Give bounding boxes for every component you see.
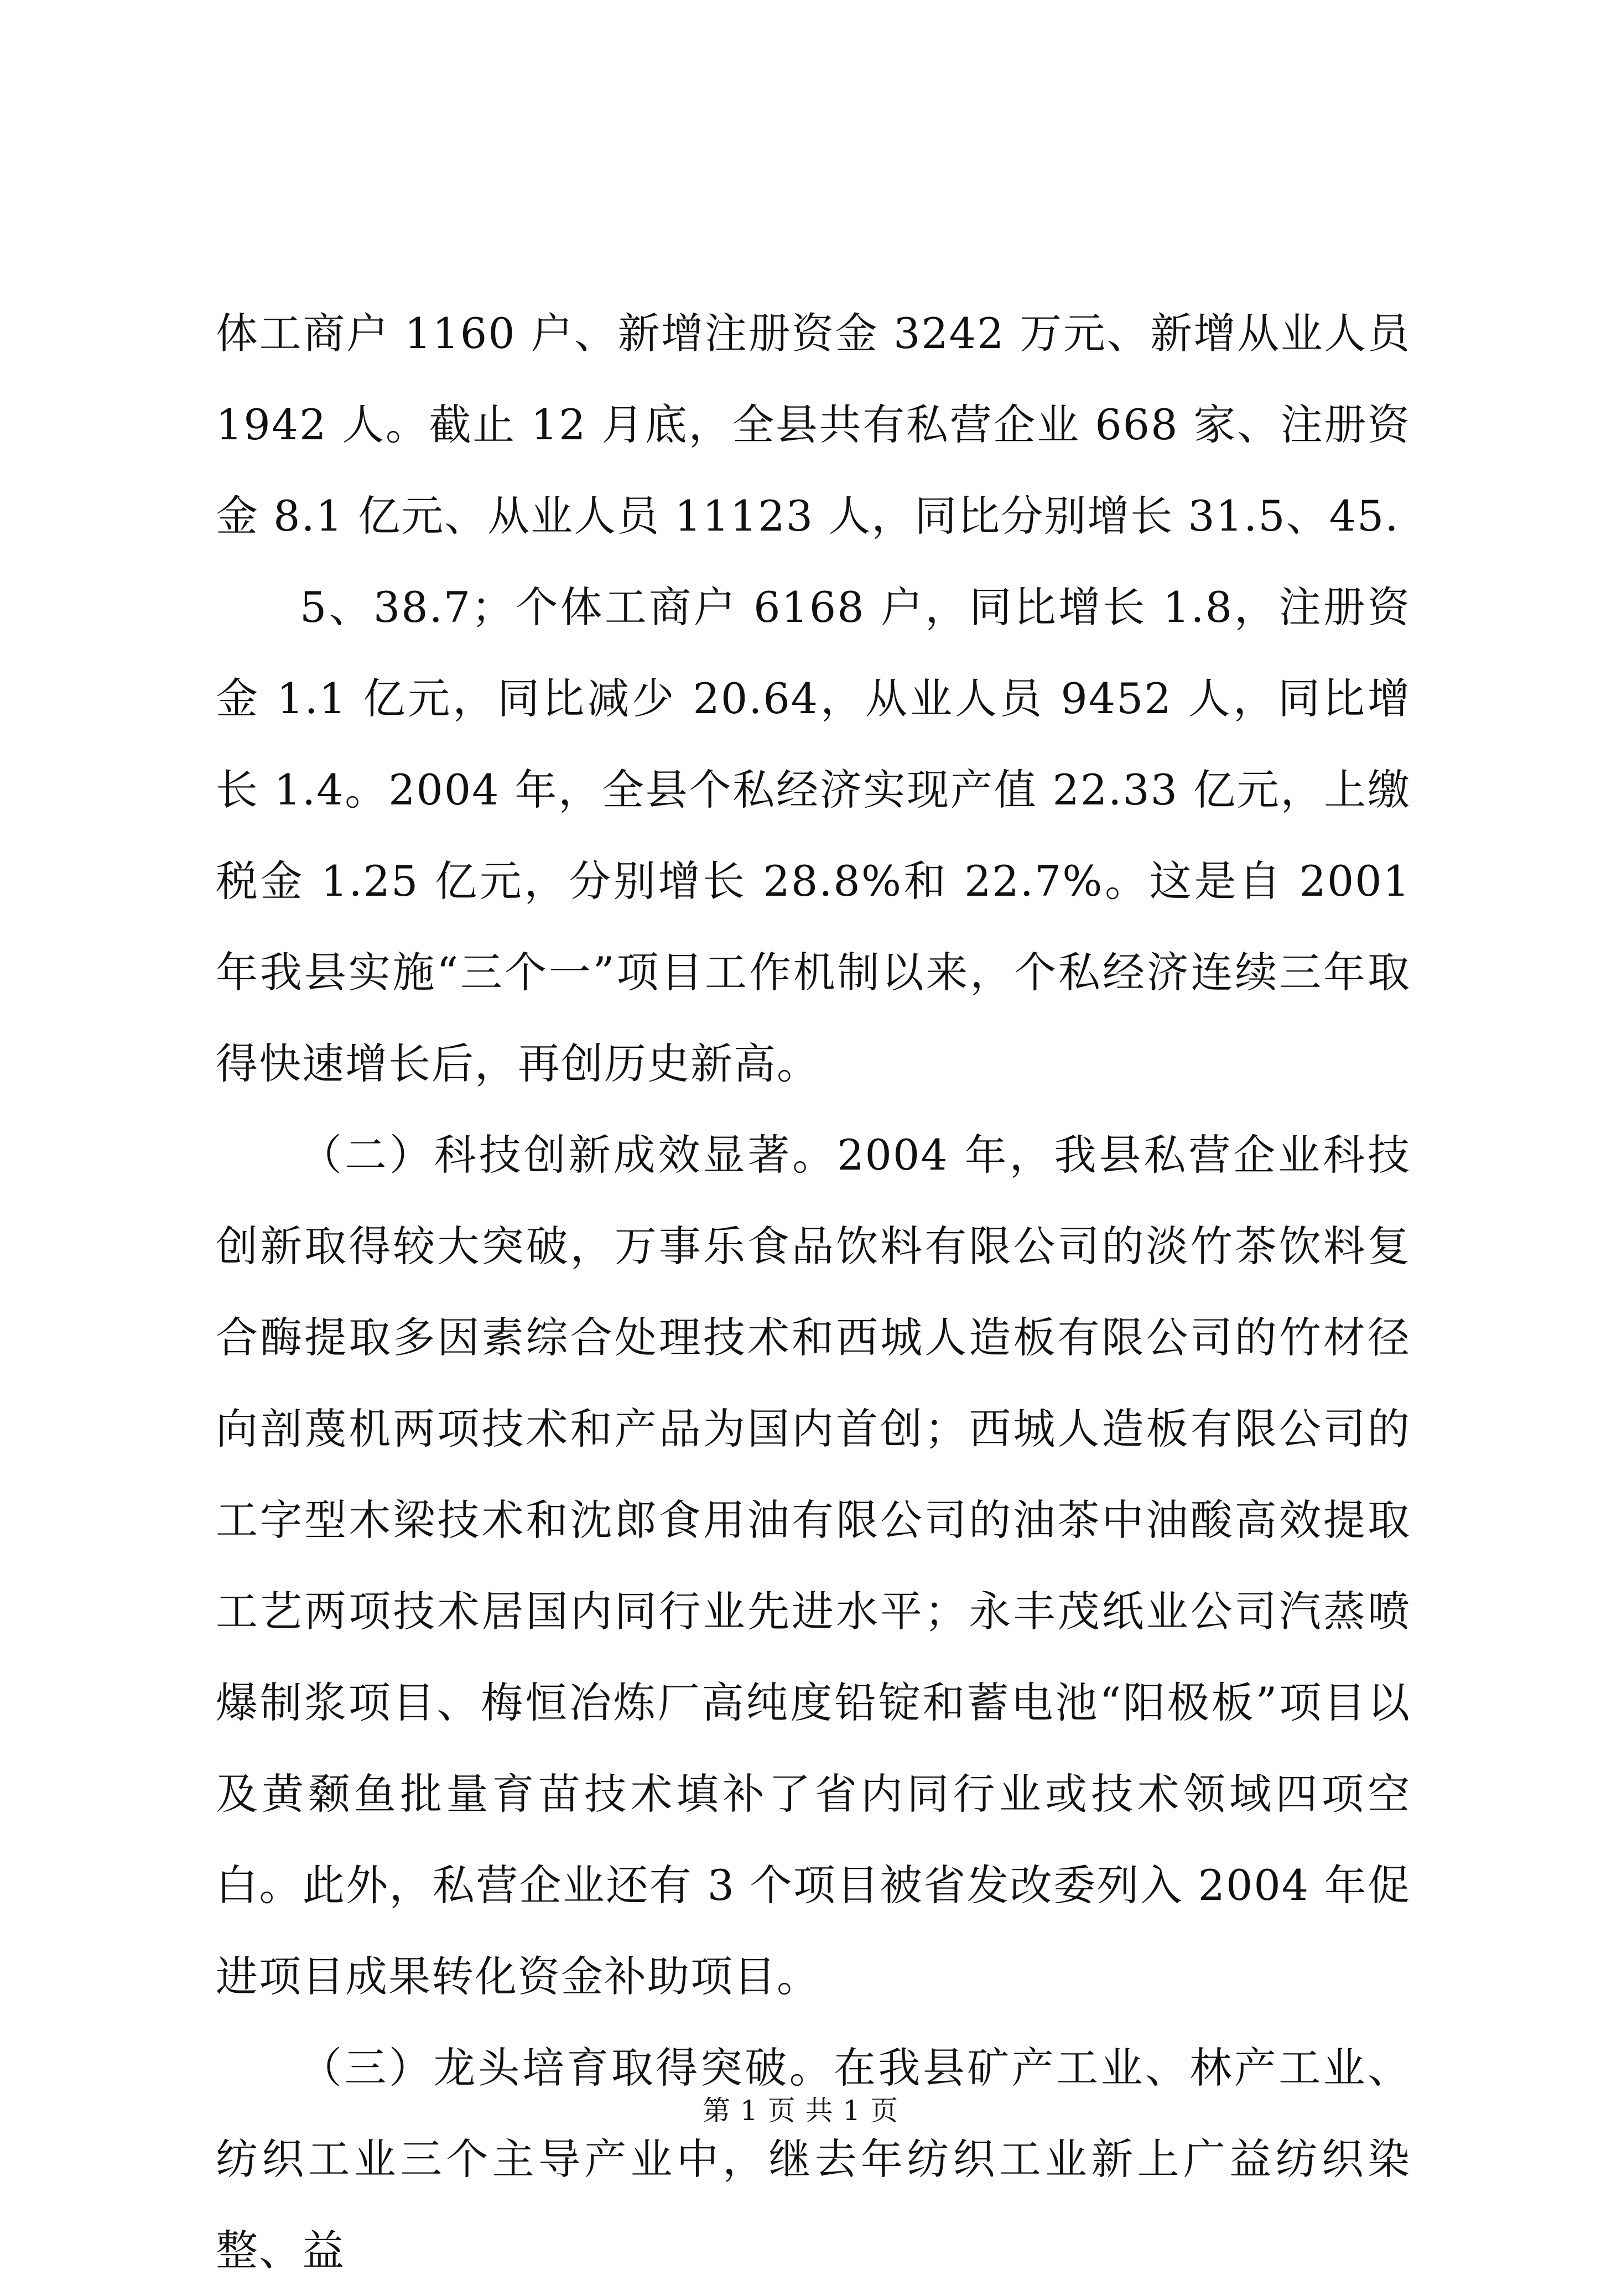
paragraph-2: 5、38.7；个体工商户 6168 户，同比增长 1.8，注册资金 1.1 亿元，同比减少 20.64，从业人员 9452 人，同比增长 1.4。2004 年，全县个私经济实现产值 22.33 亿元，上缴税金 1.25 亿元，分别增长 28.8%和 22.7%。这是自 2001 年我县实施“三个一”项目工作机制以来，个私经济连续三年取得快速增长后，再创历史新高。 <box>216 583 1411 1088</box>
paragraph-4: （三）龙头培育取得突破。在我县矿产工业、林产工业、纺织工业三个主导产业中，继去年纺织工业新上广益纺织染整、益 <box>216 2043 1411 2275</box>
page-footer: 第 1 页 共 1 页 <box>702 2095 899 2127</box>
document-body <box>216 288 1411 2296</box>
paragraph-3: （二）科技创新成效显著。2004 年，我县私营企业科技创新取得较大突破，万事乐食品饮料有限公司的淡竹茶饮料复合酶提取多因素综合处理技术和西城人造板有限公司的竹材径向剖蔑机两项技术和产品为国内首创；西城人造板有限公司的工字型木梁技术和沈郎食用油有限公司的油茶中油酸高效提取工艺两项技术居国内同行业先进水平；永丰茂纸业公司汽蒸喷爆制浆项目、梅恒冶炼厂高纯度铅锭和蓄电池“阳极板”项目以及黄颡鱼批量育苗技术填补了省内同行业或技术领域四项空白。此外，私营企业还有 3 个项目被省发改委列入 2004 年促进项目成果转化资金补助项目。 <box>216 1130 1411 2001</box>
paragraph-1: 体工商户 1160 户、新增注册资金 3242 万元、新增从业人员 1942 人。截止 12 月底，全县共有私营企业 668 家、注册资金 8.1 亿元、从业人员 11123 人，同比分别增长 31.5、45. <box>216 309 1411 541</box>
